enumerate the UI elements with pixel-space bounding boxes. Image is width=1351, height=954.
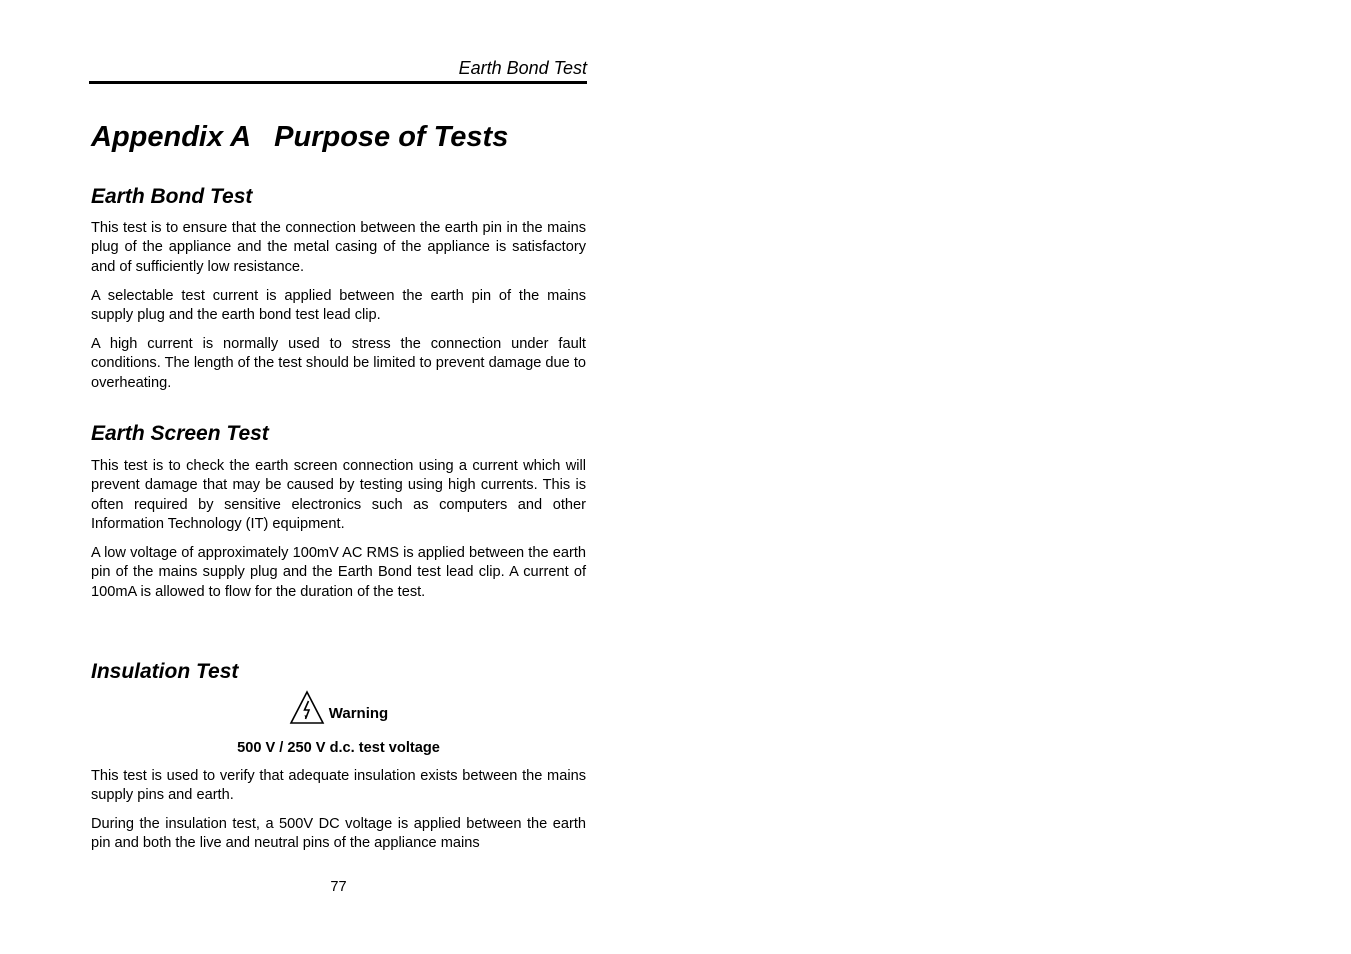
- manual-page: [91, 0, 586, 954]
- paragraph: During the insulation test, a 500V DC voltage is applied between the earth pin and both the live and neutral pins of the appliance mains: [91, 816, 586, 852]
- paragraph: This test is used to verify that adequate insulation exists between the mains supply pins and earth.: [91, 768, 586, 804]
- paragraph: A high current is normally used to stress the connection under fault conditions. The length of the test should be limited to prevent damage due to overheating.: [91, 336, 586, 391]
- running-header: Earth Bond Test: [89, 57, 587, 84]
- section-title-insulation: Insulation Test: [91, 660, 239, 683]
- high-voltage-warning-icon: [289, 690, 325, 725]
- warning-block: [91, 690, 586, 730]
- section-title-earth-bond: Earth Bond Test: [91, 185, 253, 208]
- warning-label: Warning: [328, 705, 389, 722]
- warning-subtitle: 500 V / 250 V d.c. test voltage: [237, 740, 440, 756]
- paragraph: A selectable test current is applied between the earth pin of the mains supply plug and the earth bond test lead clip.: [91, 288, 586, 324]
- page-number: 77: [330, 879, 347, 895]
- section-title-earth-screen: Earth Screen Test: [91, 422, 269, 445]
- paragraph: This test is to check the earth screen connection using a current which will prevent damage that may be caused by testing using high currents. This is often required by sensitive electronics such as computers and other Information Technology (IT) equipment.: [91, 458, 586, 533]
- paragraph: A low voltage of approximately 100mV AC RMS is applied between the earth pin of the mains supply plug and the Earth Bond test lead clip. A current of 100mA is allowed to flow for the duration of the test.: [91, 545, 586, 600]
- chapter-title: Appendix A Purpose of Tests: [91, 121, 509, 153]
- paragraph: This test is to ensure that the connection between the earth pin in the mains plug of the appliance and the metal casing of the appliance is satisfactory and of sufficiently low resistance.: [91, 220, 586, 275]
